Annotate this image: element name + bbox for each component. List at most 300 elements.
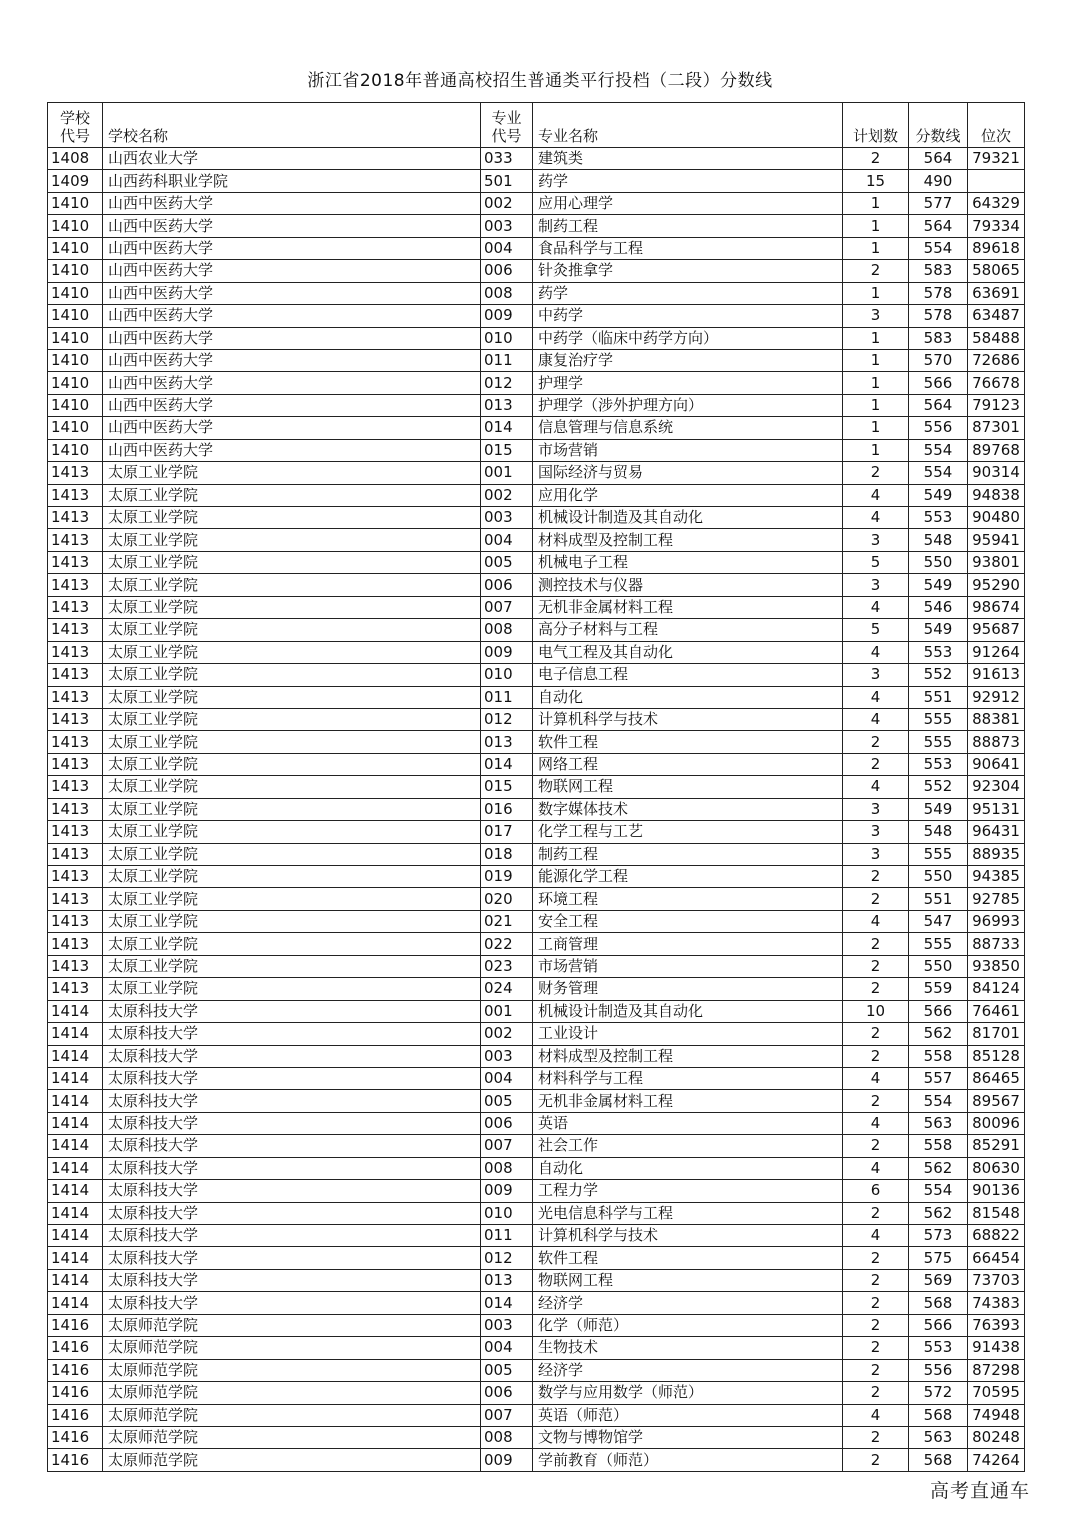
school-code-cell: 1413 <box>48 866 103 888</box>
score-cell: 564 <box>909 394 968 416</box>
rank-cell: 95131 <box>968 798 1025 820</box>
major-code-cell: 008 <box>481 619 533 641</box>
major-name-cell: 社会工作 <box>533 1135 843 1157</box>
plan-cell: 1 <box>843 215 909 237</box>
plan-cell: 5 <box>843 551 909 573</box>
major-name-cell: 学前教育（师范） <box>533 1449 843 1471</box>
major-code-cell: 008 <box>481 282 533 304</box>
table-row <box>48 708 1025 730</box>
score-cell: 559 <box>909 978 968 1000</box>
table-row <box>48 1426 1025 1448</box>
rank-cell: 90480 <box>968 507 1025 529</box>
major-code-cell: 013 <box>481 394 533 416</box>
school-code-cell: 1414 <box>48 1202 103 1224</box>
rank-cell: 86465 <box>968 1067 1025 1089</box>
school-name-cell: 太原工业学院 <box>103 731 481 753</box>
school-code-cell: 1416 <box>48 1404 103 1426</box>
major-name-cell: 英语 <box>533 1112 843 1134</box>
table-row <box>48 1067 1025 1089</box>
rank-cell: 93801 <box>968 551 1025 573</box>
major-name-cell: 安全工程 <box>533 910 843 932</box>
rank-cell: 74264 <box>968 1449 1025 1471</box>
major-name-cell: 建筑类 <box>533 148 843 170</box>
plan-cell: 1 <box>843 372 909 394</box>
major-code-cell: 006 <box>481 1112 533 1134</box>
school-code-cell: 1410 <box>48 237 103 259</box>
major-code-cell: 012 <box>481 708 533 730</box>
major-name-cell: 应用化学 <box>533 484 843 506</box>
score-table <box>47 102 1025 1472</box>
header-major-code <box>481 103 533 148</box>
major-code-cell: 015 <box>481 776 533 798</box>
plan-cell: 2 <box>843 955 909 977</box>
school-name-cell: 山西中医药大学 <box>103 372 481 394</box>
major-name-cell: 英语（师范） <box>533 1404 843 1426</box>
school-name-cell: 太原工业学院 <box>103 529 481 551</box>
table-row <box>48 888 1025 910</box>
school-code-cell: 1416 <box>48 1359 103 1381</box>
major-name-cell: 应用心理学 <box>533 192 843 214</box>
score-cell: 573 <box>909 1225 968 1247</box>
school-name-cell: 太原工业学院 <box>103 888 481 910</box>
score-cell: 575 <box>909 1247 968 1269</box>
plan-cell: 3 <box>843 821 909 843</box>
table-row <box>48 215 1025 237</box>
table-row <box>48 1314 1025 1336</box>
score-cell: 549 <box>909 798 968 820</box>
school-code-cell: 1410 <box>48 372 103 394</box>
major-code-cell: 007 <box>481 596 533 618</box>
school-code-cell: 1409 <box>48 170 103 192</box>
plan-cell: 2 <box>843 1202 909 1224</box>
table-row <box>48 394 1025 416</box>
plan-cell: 2 <box>843 1090 909 1112</box>
school-name-cell: 山西中医药大学 <box>103 417 481 439</box>
major-name-cell: 材料科学与工程 <box>533 1067 843 1089</box>
rank-cell: 88873 <box>968 731 1025 753</box>
score-cell: 558 <box>909 1135 968 1157</box>
major-name-cell: 化学工程与工艺 <box>533 821 843 843</box>
school-code-cell: 1414 <box>48 1112 103 1134</box>
score-cell: 556 <box>909 417 968 439</box>
major-code-cell: 013 <box>481 1269 533 1291</box>
score-cell: 550 <box>909 551 968 573</box>
score-cell: 549 <box>909 619 968 641</box>
score-cell: 563 <box>909 1112 968 1134</box>
table-row <box>48 349 1025 371</box>
plan-cell: 3 <box>843 305 909 327</box>
school-name-cell: 太原科技大学 <box>103 1067 481 1089</box>
school-name-cell: 山西中医药大学 <box>103 394 481 416</box>
rank-cell: 79334 <box>968 215 1025 237</box>
plan-cell: 4 <box>843 708 909 730</box>
major-name-cell: 无机非金属材料工程 <box>533 1090 843 1112</box>
major-name-cell: 生物技术 <box>533 1337 843 1359</box>
major-code-cell: 004 <box>481 1337 533 1359</box>
rank-cell: 93850 <box>968 955 1025 977</box>
table-row <box>48 798 1025 820</box>
school-name-cell: 太原科技大学 <box>103 1202 481 1224</box>
major-name-cell: 信息管理与信息系统 <box>533 417 843 439</box>
school-name-cell: 山西药科职业学院 <box>103 170 481 192</box>
rank-cell: 80096 <box>968 1112 1025 1134</box>
rank-cell: 66454 <box>968 1247 1025 1269</box>
plan-cell: 1 <box>843 282 909 304</box>
table-row <box>48 753 1025 775</box>
plan-cell: 4 <box>843 1112 909 1134</box>
school-code-cell: 1410 <box>48 417 103 439</box>
school-name-cell: 太原工业学院 <box>103 955 481 977</box>
major-code-cell: 016 <box>481 798 533 820</box>
score-cell: 562 <box>909 1023 968 1045</box>
table-row <box>48 170 1025 192</box>
major-code-cell: 014 <box>481 1292 533 1314</box>
rank-cell: 84124 <box>968 978 1025 1000</box>
table-row <box>48 978 1025 1000</box>
score-cell: 564 <box>909 215 968 237</box>
table-row <box>48 305 1025 327</box>
header-rank: 位次 <box>968 103 1025 148</box>
major-code-cell: 001 <box>481 462 533 484</box>
plan-cell: 4 <box>843 1067 909 1089</box>
major-code-cell: 017 <box>481 821 533 843</box>
major-code-cell: 002 <box>481 484 533 506</box>
major-name-cell: 工业设计 <box>533 1023 843 1045</box>
school-name-cell: 太原工业学院 <box>103 507 481 529</box>
score-cell: 578 <box>909 305 968 327</box>
major-name-cell: 测控技术与仪器 <box>533 574 843 596</box>
major-code-cell: 010 <box>481 664 533 686</box>
major-code-cell: 006 <box>481 1382 533 1404</box>
plan-cell: 2 <box>843 866 909 888</box>
table-row <box>48 372 1025 394</box>
rank-cell: 95941 <box>968 529 1025 551</box>
plan-cell: 2 <box>843 1269 909 1291</box>
major-name-cell: 自动化 <box>533 1157 843 1179</box>
school-code-cell: 1416 <box>48 1314 103 1336</box>
plan-cell: 3 <box>843 574 909 596</box>
major-code-cell: 007 <box>481 1404 533 1426</box>
rank-cell: 58488 <box>968 327 1025 349</box>
school-code-cell: 1413 <box>48 708 103 730</box>
school-name-cell: 太原科技大学 <box>103 1135 481 1157</box>
school-code-cell: 1414 <box>48 1292 103 1314</box>
score-cell: 547 <box>909 910 968 932</box>
school-code-cell: 1414 <box>48 1067 103 1089</box>
school-code-cell: 1413 <box>48 798 103 820</box>
score-cell: 583 <box>909 260 968 282</box>
table-row <box>48 439 1025 461</box>
rank-cell: 90641 <box>968 753 1025 775</box>
rank-cell: 96431 <box>968 821 1025 843</box>
school-code-cell: 1414 <box>48 1135 103 1157</box>
score-cell: 578 <box>909 282 968 304</box>
major-name-cell: 能源化学工程 <box>533 866 843 888</box>
score-cell: 572 <box>909 1382 968 1404</box>
major-code-cell: 012 <box>481 372 533 394</box>
major-code-cell: 004 <box>481 1067 533 1089</box>
plan-cell: 1 <box>843 439 909 461</box>
score-cell: 558 <box>909 1045 968 1067</box>
school-code-cell: 1410 <box>48 327 103 349</box>
table-row <box>48 1382 1025 1404</box>
major-name-cell: 物联网工程 <box>533 776 843 798</box>
plan-cell: 6 <box>843 1180 909 1202</box>
plan-cell: 1 <box>843 192 909 214</box>
school-code-cell: 1410 <box>48 439 103 461</box>
table-row <box>48 1359 1025 1381</box>
school-code-cell: 1413 <box>48 462 103 484</box>
table-row <box>48 260 1025 282</box>
major-code-cell: 012 <box>481 1247 533 1269</box>
score-cell: 554 <box>909 237 968 259</box>
rank-cell: 94838 <box>968 484 1025 506</box>
major-code-cell: 008 <box>481 1157 533 1179</box>
table-row <box>48 148 1025 170</box>
header-school-name: 学校名称 <box>103 103 481 148</box>
plan-cell: 1 <box>843 394 909 416</box>
table-row <box>48 1090 1025 1112</box>
rank-cell: 92785 <box>968 888 1025 910</box>
plan-cell: 2 <box>843 731 909 753</box>
score-cell: 566 <box>909 1000 968 1022</box>
school-name-cell: 太原工业学院 <box>103 776 481 798</box>
score-cell: 566 <box>909 372 968 394</box>
school-code-cell: 1413 <box>48 933 103 955</box>
major-name-cell: 网络工程 <box>533 753 843 775</box>
rank-cell: 91438 <box>968 1337 1025 1359</box>
rank-cell: 95290 <box>968 574 1025 596</box>
school-name-cell: 太原工业学院 <box>103 596 481 618</box>
school-code-cell: 1410 <box>48 305 103 327</box>
major-code-cell: 501 <box>481 170 533 192</box>
school-code-cell: 1414 <box>48 1180 103 1202</box>
table-row <box>48 686 1025 708</box>
plan-cell: 2 <box>843 148 909 170</box>
major-code-cell: 003 <box>481 215 533 237</box>
major-code-cell: 018 <box>481 843 533 865</box>
plan-cell: 4 <box>843 1225 909 1247</box>
school-code-cell: 1414 <box>48 1269 103 1291</box>
major-name-cell: 计算机科学与技术 <box>533 1225 843 1247</box>
table-row <box>48 507 1025 529</box>
school-name-cell: 太原科技大学 <box>103 1247 481 1269</box>
school-name-cell: 太原师范学院 <box>103 1449 481 1471</box>
school-name-cell: 太原工业学院 <box>103 686 481 708</box>
school-name-cell: 山西农业大学 <box>103 148 481 170</box>
school-name-cell: 山西中医药大学 <box>103 439 481 461</box>
table-row <box>48 731 1025 753</box>
major-code-cell: 033 <box>481 148 533 170</box>
school-code-cell: 1413 <box>48 753 103 775</box>
score-cell: 552 <box>909 776 968 798</box>
score-cell: 553 <box>909 753 968 775</box>
school-code-cell: 1410 <box>48 282 103 304</box>
plan-cell: 2 <box>843 260 909 282</box>
major-code-cell: 008 <box>481 1426 533 1448</box>
table-row <box>48 955 1025 977</box>
score-cell: 554 <box>909 1180 968 1202</box>
school-code-cell: 1408 <box>48 148 103 170</box>
major-name-cell: 药学 <box>533 282 843 304</box>
major-code-cell: 009 <box>481 1180 533 1202</box>
school-name-cell: 山西中医药大学 <box>103 237 481 259</box>
plan-cell: 2 <box>843 1045 909 1067</box>
rank-cell: 94385 <box>968 866 1025 888</box>
major-name-cell: 数学与应用数学（师范） <box>533 1382 843 1404</box>
rank-cell: 80630 <box>968 1157 1025 1179</box>
school-code-cell: 1414 <box>48 1225 103 1247</box>
school-code-cell: 1410 <box>48 394 103 416</box>
score-cell: 549 <box>909 574 968 596</box>
major-code-cell: 001 <box>481 1000 533 1022</box>
header-score: 分数线 <box>909 103 968 148</box>
major-name-cell: 市场营销 <box>533 955 843 977</box>
major-name-cell: 工程力学 <box>533 1180 843 1202</box>
score-cell: 556 <box>909 1359 968 1381</box>
major-name-cell: 中药学 <box>533 305 843 327</box>
header-major-code-label: 专业 代号 <box>491 109 522 145</box>
header-school-code-label: 学校 代号 <box>59 109 90 145</box>
table-row <box>48 1023 1025 1045</box>
major-name-cell: 制药工程 <box>533 843 843 865</box>
school-name-cell: 太原科技大学 <box>103 1023 481 1045</box>
table-row <box>48 1449 1025 1471</box>
major-code-cell: 005 <box>481 1359 533 1381</box>
table-row <box>48 574 1025 596</box>
major-code-cell: 019 <box>481 866 533 888</box>
score-cell: 554 <box>909 439 968 461</box>
school-name-cell: 太原工业学院 <box>103 664 481 686</box>
school-name-cell: 山西中医药大学 <box>103 349 481 371</box>
school-name-cell: 太原工业学院 <box>103 551 481 573</box>
school-code-cell: 1414 <box>48 1090 103 1112</box>
school-name-cell: 太原工业学院 <box>103 574 481 596</box>
score-cell: 555 <box>909 843 968 865</box>
school-code-cell: 1416 <box>48 1337 103 1359</box>
major-code-cell: 024 <box>481 978 533 1000</box>
major-code-cell: 015 <box>481 439 533 461</box>
school-code-cell: 1416 <box>48 1382 103 1404</box>
table-row <box>48 462 1025 484</box>
school-code-cell: 1416 <box>48 1449 103 1471</box>
school-name-cell: 太原工业学院 <box>103 708 481 730</box>
school-name-cell: 太原科技大学 <box>103 1225 481 1247</box>
score-cell: 490 <box>909 170 968 192</box>
rank-cell: 87298 <box>968 1359 1025 1381</box>
score-cell: 553 <box>909 507 968 529</box>
rank-cell: 88733 <box>968 933 1025 955</box>
school-code-cell: 1413 <box>48 910 103 932</box>
major-name-cell: 电子信息工程 <box>533 664 843 686</box>
rank-cell: 68822 <box>968 1225 1025 1247</box>
plan-cell: 2 <box>843 1337 909 1359</box>
table-row <box>48 1135 1025 1157</box>
school-code-cell: 1416 <box>48 1426 103 1448</box>
school-name-cell: 太原工业学院 <box>103 484 481 506</box>
school-code-cell: 1413 <box>48 776 103 798</box>
school-code-cell: 1413 <box>48 731 103 753</box>
major-name-cell: 财务管理 <box>533 978 843 1000</box>
table-row <box>48 933 1025 955</box>
score-cell: 562 <box>909 1202 968 1224</box>
school-name-cell: 太原科技大学 <box>103 1292 481 1314</box>
rank-cell: 91264 <box>968 641 1025 663</box>
school-name-cell: 山西中医药大学 <box>103 192 481 214</box>
school-code-cell: 1413 <box>48 686 103 708</box>
score-cell: 551 <box>909 686 968 708</box>
plan-cell: 2 <box>843 1359 909 1381</box>
table-row <box>48 484 1025 506</box>
table-row <box>48 910 1025 932</box>
major-name-cell: 国际经济与贸易 <box>533 462 843 484</box>
table-row <box>48 821 1025 843</box>
major-name-cell: 无机非金属材料工程 <box>533 596 843 618</box>
school-code-cell: 1413 <box>48 529 103 551</box>
school-name-cell: 太原工业学院 <box>103 753 481 775</box>
rank-cell: 63487 <box>968 305 1025 327</box>
school-name-cell: 太原科技大学 <box>103 1090 481 1112</box>
score-cell: 550 <box>909 866 968 888</box>
score-cell: 555 <box>909 933 968 955</box>
major-name-cell: 护理学 <box>533 372 843 394</box>
rank-cell: 79123 <box>968 394 1025 416</box>
plan-cell: 2 <box>843 1023 909 1045</box>
rank-cell: 73703 <box>968 1269 1025 1291</box>
major-code-cell: 002 <box>481 192 533 214</box>
table-row <box>48 1202 1025 1224</box>
plan-cell: 2 <box>843 978 909 1000</box>
watermark-text: 高考直通车 <box>930 1480 1031 1502</box>
major-code-cell: 013 <box>481 731 533 753</box>
table-row <box>48 776 1025 798</box>
table-row <box>48 596 1025 618</box>
header-plan: 计划数 <box>843 103 909 148</box>
major-code-cell: 010 <box>481 327 533 349</box>
table-row <box>48 551 1025 573</box>
school-name-cell: 太原师范学院 <box>103 1359 481 1381</box>
plan-cell: 3 <box>843 798 909 820</box>
score-cell: 552 <box>909 664 968 686</box>
header-major-name: 专业名称 <box>533 103 843 148</box>
school-code-cell: 1413 <box>48 619 103 641</box>
school-code-cell: 1414 <box>48 1045 103 1067</box>
plan-cell: 10 <box>843 1000 909 1022</box>
major-name-cell: 高分子材料与工程 <box>533 619 843 641</box>
score-cell: 546 <box>909 596 968 618</box>
table-row <box>48 529 1025 551</box>
school-code-cell: 1413 <box>48 484 103 506</box>
school-code-cell: 1410 <box>48 215 103 237</box>
major-code-cell: 002 <box>481 1023 533 1045</box>
score-cell: 549 <box>909 484 968 506</box>
rank-cell: 87301 <box>968 417 1025 439</box>
table-row <box>48 417 1025 439</box>
table-row <box>48 327 1025 349</box>
major-code-cell: 014 <box>481 417 533 439</box>
plan-cell: 2 <box>843 933 909 955</box>
rank-cell: 72686 <box>968 349 1025 371</box>
school-name-cell: 太原科技大学 <box>103 1000 481 1022</box>
major-code-cell: 006 <box>481 260 533 282</box>
school-code-cell: 1413 <box>48 664 103 686</box>
plan-cell: 2 <box>843 1314 909 1336</box>
rank-cell: 76393 <box>968 1314 1025 1336</box>
major-code-cell: 005 <box>481 551 533 573</box>
school-code-cell: 1413 <box>48 843 103 865</box>
major-code-cell: 009 <box>481 641 533 663</box>
school-name-cell: 山西中医药大学 <box>103 260 481 282</box>
